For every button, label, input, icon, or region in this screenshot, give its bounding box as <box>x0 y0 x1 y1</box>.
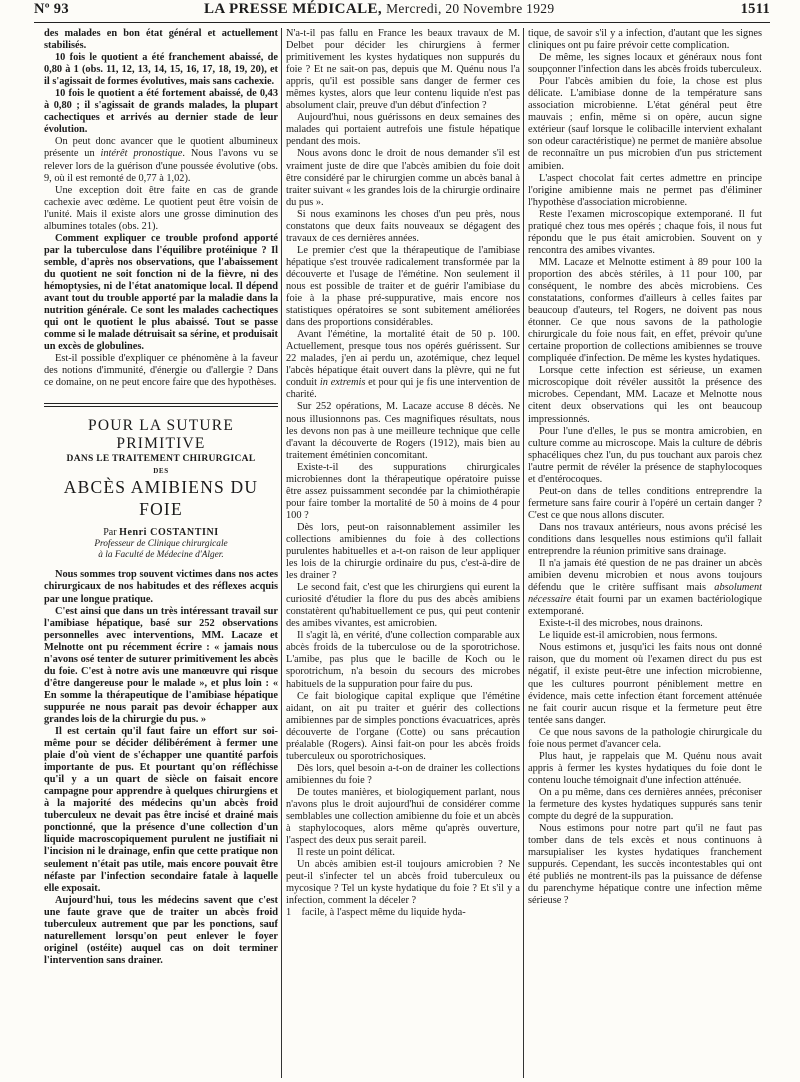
paragraph: Dès lors, quel besoin a-t-on de drainer les collections amibiennes du foie ? <box>286 762 520 786</box>
paragraph: des malades en bon état général et actuellement stabilisés. <box>44 28 278 52</box>
paragraph: Dans nos travaux antérieurs, nous avons précisé les conditions dans lesquelles nous estimions qu'il fallait entreprendre la réunion primitive sans drainage. <box>528 521 762 558</box>
paragraph: Nous sommes trop souvent victimes dans nos actes chirurgicaux de nos habitudes et des réflexes acquis par une longue pratique. <box>44 569 278 605</box>
italic-text: in extremis <box>319 377 366 389</box>
paragraph: Nous estimons et, jusqu'ici les faits nous ont donné raison, que du moment où l'examen direct du pus est négatif, il existe peut-être une infection microbienne, que les cultures pourront péniblement mettre en évidence, mais cette infection étant forcement atténuée ne fait courir aucun risque et la fermeture peut être tentée sans danger. <box>528 642 762 726</box>
text-run: Il n'a jamais été question de ne pas drainer un abcès amibien devenu microbien et nous avons toujours défendu que le critère suffisant mais <box>528 558 762 594</box>
header-rule <box>34 22 770 23</box>
paragraph: tique, de savoir s'il y a infection, d'autant que les signes cliniques ont pu faire prévoir cette complication. <box>528 28 762 52</box>
author-name: Henri COSTANTINI <box>119 527 219 539</box>
paragraph: N'a-t-il pas fallu en France les beaux travaux de M. Delbet pour décider les chirurgiens à fermer primitivement les kystes hydatiques non suppurés du foie ? Et ne sait-on pas, depuis que M. Quénu nous l'a appris, qu'il est possible sans danger de fermer ces mêmes kystes, alors que leur contenu liquide n'est pas absolument clair, preuve d'un début d'infection ? <box>286 28 520 112</box>
paragraph: Un abcès amibien est-il toujours amicrobien ? Ne peut-il s'infecter tel un abcès froid tuberculeux ou mycosique ? Tel un kyste hydatique du foie ? Et s'il y a infection, comment la déceler ? <box>286 859 520 907</box>
paragraph: Peut-on dans de telles conditions entreprendre la fermeture sans faire courir à l'opéré un certain danger ? C'est ce que nous allons discuter. <box>528 485 762 521</box>
paragraph: Dès lors, peut-on raisonnablement assimiler les collections amibiennes du foie à des collections purulentes habituelles et a-t-on raison de leur appliquer les lois de la chirurgie ordinaire du pus, c'est-à-dire de les drainer ? <box>286 521 520 582</box>
text-run: Avant l'émétine, la mortalité était de 50 p. 100. Actuellement, presque tous nos opérés guérissent. Sur 22 malades, j'en ai perdu un, azotémique, chez lequel l'abcès hépatique était ouvert dans la plèvre, qui ne fut conduit <box>286 329 520 389</box>
text-run: était fourni par un examen bactériologique extemporané. <box>528 594 762 618</box>
paragraph: Nous estimons pour notre part qu'il ne faut pas tomber dans de tels excès et nous continuons à marsupialiser les kystes hydatiques franchement suppurés. Cependant, les succès incontestables qui ont été publiés ne montrent-ils pas la puissance de défense du parenchyme hépatique contre une infection même sérieuse ? <box>528 823 762 907</box>
paragraph: Plus haut, je rappelais que M. Quénu nous avait appris à fermer les kystes hydatiques du foie dont le contenu louche témoignait d'une infection atténuée. <box>528 750 762 786</box>
paragraph: Reste l'examen microscopique extemporané. Il fut pratiqué chez tous mes opérés ; chaque fois, il nous fut répondu que le pus était amicrobien. Souvent on y rencontra des amibes vivantes. <box>528 208 762 256</box>
paragraph: Il s'agit là, en vérité, d'une collection comparable aux abcès froids de la tuberculose ou de la sporotrichose. L'amibe, pas plus que le bacille de Koch ou le sporotrichum, n'a besoin du secours des microbes habituels de la suppuration pour faire du pus. <box>286 630 520 690</box>
footnote-marker: 1 <box>286 907 292 919</box>
column-1 <box>44 28 278 1078</box>
page-number: 1511 <box>740 1 770 17</box>
paragraph <box>286 907 520 919</box>
paragraph: Pour l'une d'elles, le pus se montra amicrobien, en culture comme au microscope. Mais la culture de débris sphacéliques chez l'un, du pus touchant aux parois chez l'autre permit de révéler la présence de staphylocoques et d'entérocoques. <box>528 425 762 485</box>
article-title-line-4: ABCÈS AMIBIENS DU FOIE <box>63 477 259 520</box>
text-run: . Nous l'avons vu se relever lors de la guérison d'une poussée évolutive (obs. 9, où il est remonté de 0,77 à 1,02). <box>44 148 278 184</box>
paragraph: Existe-t-il des suppurations chirurgicales microbiennes dont la thérapeutique opératoire puisse être assez puissamment secondée par la chimiothérapie pour faire tomber la mortalité de 50 à moins de 4 pour 100 ? <box>286 461 520 521</box>
paragraph: Le premier c'est que la thérapeutique de l'amibiase hépatique s'est trouvée radicalement transformée par la découverte et l'usage de l'émétine. Non seulement il nous est possible de traiter et de guérir l'amibiase du foie à la phase pré-suppurative, mais encore nos statistiques opératoires se sont subitement améliorées dans des proportions considérables. <box>286 244 520 329</box>
paragraph <box>528 558 762 618</box>
byline <box>44 526 278 539</box>
article-title-line-2: DANS LE TRAITEMENT CHIRURGICAL <box>66 454 256 465</box>
paragraph: MM. Lacaze et Melnotte estiment à 89 pour 100 la proportion des abcès stériles, à 11 pour 100, par conséquent, le nombre des abcès microbiens. Ces constatations, conformes d'ailleurs à celles faites par beaucoup d'auteurs, tel Rogers, ne doivent pas nous étonner. Ce que nous savons de la pathologie chirurgicale du foie nous fait, en effet, prévoir qu'une certaine proportion de collections amibiennes se trouve compliquée d'infection. De même les kystes hydatiques. <box>528 256 762 365</box>
paragraph: Le liquide est-il amicrobien, nous fermons. <box>539 630 718 642</box>
paragraph: De toutes manières, et biologiquement parlant, nous n'avons plus le droit aujourd'hui de considérer comme semblables une collection amibienne du foie et un abcès à staphylocoques, alors même qu'après ouverture, l'aspect des deux pus serait pareil. <box>286 786 520 847</box>
paragraph: Il est certain qu'il faut faire un effort sur soi-même pour se décider délibérément à fermer une plaie d'où vient de s'échapper une quantité parfois importante de pus. Et pourtant qu'on réfléchisse qu'il y a un quart de siècle on faisait encore campagne pour apprendre à quelques chirurgiens et à la majorité des médecins qu'un abcès froid tuberculeux ne devait pas être incisé et drainé mais ponctionné, que la présence d'une collection d'un liquide macroscopiquement purulent ne justifiait ni l'incision ni le drainage, enfin que cette pratique non seulement n'était pas utile, mais encore pouvait être néfaste par l'infection secondaire fatale à laquelle elle exposait. <box>44 726 278 894</box>
paragraph: Existe-t-il des microbes, nous drainons. <box>539 618 703 630</box>
byline-prefix: Par <box>103 527 120 539</box>
issue-number: Nº 93 <box>34 1 69 17</box>
affiliation-line: à la Faculté de Médecine d'Alger. <box>98 550 224 561</box>
paragraph: L'aspect chocolat fait certes admettre en principe l'origine amibienne mais ne permet pas d'éliminer l'hypothèse d'association microbienne. <box>528 172 762 208</box>
paragraph: Si nous examinons les choses d'un peu près, nous constatons que deux faits nouveaux se dégagent des travaux de ces dernières années. <box>286 208 520 244</box>
paragraph: Lorsque cette infection est sérieuse, un examen microscopique doit révéler aussitôt la présence des microbes. Cependant, MM. Lacaze et Melnotte nous citent deux observations qui les ont beaucoup impressionnés. <box>528 365 762 425</box>
article-heading <box>44 403 278 561</box>
paragraph: Une exception doit être faite en cas de grande cachexie avec œdème. Le quotient peut être voisin de l'unité. Mais il existe alors une grosse diminution des albumines totales (obs. 21). <box>44 184 278 232</box>
column-2 <box>286 28 520 1078</box>
column-divider <box>281 28 282 1078</box>
paragraph: 10 fois le quotient a été franchement abaissé, de 0,80 à 1 (obs. 11, 12, 13, 14, 15, 16, 17, 18, 19, 20), et il s'agissait de formes évolutives, mais sans cachexie. <box>44 52 278 88</box>
text-run: facile, à l'aspect même du liquide hyda- <box>301 907 466 919</box>
paragraph: Aujourd'hui, nous guérissons en deux semaines des malades qui portaient autrefois une fistule hépatique pendant des mois. <box>286 112 520 148</box>
paragraph: Comment expliquer ce trouble profond apporté par la tuberculose dans l'équilibre protéinique ? Il semble, d'après nos observations, que l'abaissement du quotient ne soit fonction ni de la fièvre, ni des hémoptysies, ni de l'état anatomique local. Il dépend avant tout du trouble apporté par la maladie dans la nutrition générale. Ce sont les malades cachectiques qui ont le quotient le plus abaissé. Tout se passe comme si le malade détruisait sa sérine, et produisait un excès de globulines. <box>44 232 278 353</box>
paragraph: 10 fois le quotient a été fortement abaissé, de 0,43 à 0,80 ; il s'agissait de grands malades, la plupart cachectiques et arrivés au dernier stade de leur évolution. <box>44 88 278 136</box>
paragraph: De même, les signes locaux et généraux nous font soupçonner l'infection dans les abcès froids tuberculeux. <box>528 52 762 76</box>
paragraph: Aujourd'hui, tous les médecins savent que c'est une faute grave que de traiter un abcès froid tuberculeux autrement que par les ponctions, sauf naturellement lorsqu'on peut enlever le foyer originel (ostéite) auquel cas on doit terminer l'intervention sans drainer. <box>44 894 278 966</box>
issue-date: Mercredi, 20 Novembre 1929 <box>386 1 555 16</box>
page-header <box>34 0 770 22</box>
article-title-line-1: POUR LA SUTURE PRIMITIVE <box>88 417 234 453</box>
column-3 <box>528 28 762 1078</box>
author-affiliation <box>44 539 278 561</box>
paragraph: Ce que nous savons de la pathologie chirurgicale du foie nous permet d'avancer cela. <box>528 726 762 750</box>
paragraph: On a pu même, dans ces dernières années, préconiser la fermeture des kystes hydatiques suppurés sans tenir compte du degré de la suppuration. <box>528 786 762 823</box>
italic-text: intérêt pronostique <box>100 148 183 160</box>
article-title-line-3: DES <box>153 467 169 476</box>
paragraph: Sur 252 opérations, M. Lacaze accuse 8 décès. Ne nous illusionnons pas. Ces magnifiques résultats, nous les devons non pas à une meilleure technique que celle d'avant la découverte de Rogers (1912), mais bien au traitement émétinien concomitant. <box>286 401 520 461</box>
paragraph: Il reste un point délicat. <box>297 847 395 859</box>
paragraph <box>286 329 520 401</box>
section-rule <box>44 403 278 407</box>
paragraph: Nous avons donc le droit de nous demander s'il est vraiment juste de dire que l'abcès amibien du foie doit être considéré par le chirurgien comme un abcès banal à traiter suivant « les grandes lois de la chirurgie ordinaire du pus ». <box>286 148 520 208</box>
masthead <box>204 1 554 18</box>
affiliation-line: Professeur de Clinique chirurgicale <box>94 539 228 550</box>
column-divider <box>523 28 524 1078</box>
text-run: et pour qui je fis une intervention de charité. <box>286 377 520 401</box>
paragraph: C'est ainsi que dans un très intéressant travail sur l'amibiase hépatique, basé sur 252 observations personnelles avec interventions, MM. Lacaze et Melnotte ont pu récemment écrire : « jamais nous n'avons osé tenter de suturer primitivement les abcès du foie. C'est à notre avis une manœuvre qui risque d'être dangereuse pour le malade », et plus loin : « En somme la thérapeutique de l'amibiase hépatique suppurée ne nous parait pas devoir échapper aux grandes lois de la chirurgie du pus. » <box>44 605 278 725</box>
italic-text: absolument nécessaire <box>528 582 762 606</box>
paragraph: Est-il possible d'expliquer ce phénomène à la faveur des notions d'immunité, d'énergie ou d'allergie ? Dans ce domaine, on ne peut encore faire que des hypothèses. <box>44 353 278 389</box>
paragraph: Ce fait biologique capital explique que l'émétine aidant, on ait pu traiter et guérir des collections amibiennes par de simples ponctions évacuatrices, après découverte de l'organe (Cotte) ou sans précaution préalable (Rogers). Ainsi fait-on pour les abcès froids tuberculeux ou sporotrichosiques. <box>286 690 520 762</box>
paragraph: Pour l'abcès amibien du foie, la chose est plus délicate. L'amibiase donne de la température sans association microbienne. L'état général peut être mauvais ; enfin, même si on opère, aucun signe extérieur (sauf lorsque le colibacille intervient exhalant son odeur caractéristique) ne permet de manière absolue de reconnaître un pus microbien d'un pus strictement amibien. <box>528 76 762 172</box>
journal-title: LA PRESSE MÉDICALE, <box>204 1 383 17</box>
text-run: On peut donc avancer que le quotient albumineux présente un <box>44 136 278 160</box>
paragraph <box>44 136 278 184</box>
paragraph: Le second fait, c'est que les chirurgiens qui eurent la curiosité d'étudier la flore du pus des abcès amibiens constatèrent qu'habituellement ce pus, qui peut contenir des amibes vivantes, est amicrobien. <box>286 582 520 630</box>
